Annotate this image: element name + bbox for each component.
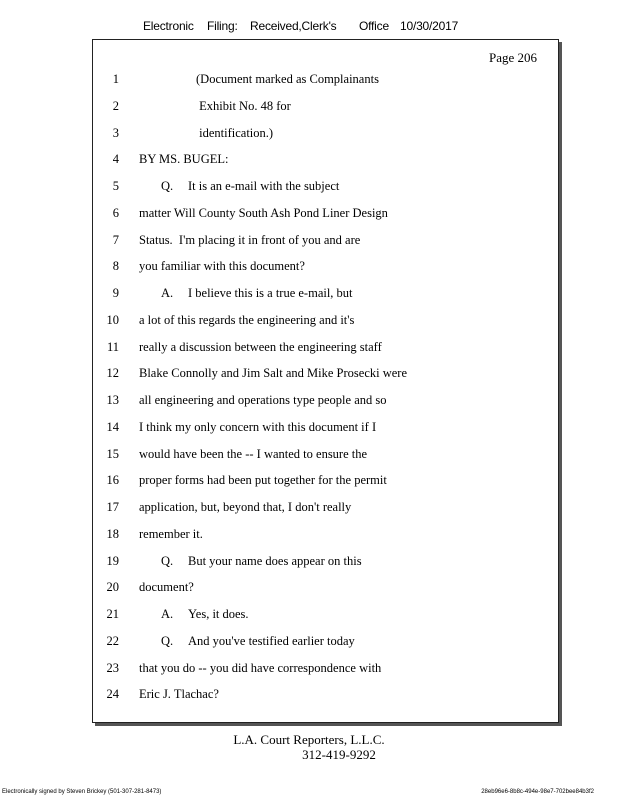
line-body: It is an e-mail with the subject — [188, 179, 340, 193]
line-number: 7 — [112, 232, 119, 247]
line-text — [139, 473, 387, 488]
line-number: 4 — [112, 152, 119, 167]
line-number: 8 — [112, 259, 119, 274]
line-body: And you've testified earlier today — [188, 633, 355, 648]
line-text — [139, 340, 382, 355]
transcript-line — [93, 126, 553, 144]
line-text — [161, 179, 339, 194]
line-number: 19 — [106, 553, 119, 568]
document-hash: 28eb96e6-8b8c-494e-98e7-702bee84b3f2 — [481, 789, 594, 795]
court-reporter-phone: 312-419-9292 — [302, 747, 376, 762]
line-number: 24 — [106, 687, 119, 702]
qa-label: Q. — [161, 553, 174, 568]
line-body: matter Will County South Ash Pond Liner Design — [139, 205, 388, 220]
transcript-line — [93, 340, 553, 358]
transcript-line — [93, 366, 553, 384]
line-number: 10 — [106, 312, 119, 327]
qa-label: Q. — [161, 179, 174, 193]
line-body: document? — [139, 580, 194, 595]
line-number: 9 — [112, 286, 119, 300]
transcript-line — [93, 152, 553, 170]
line-text — [139, 687, 219, 702]
line-text — [139, 152, 228, 167]
line-number: 22 — [106, 633, 119, 648]
header-received: Received,Clerk's — [250, 19, 337, 33]
line-number: 3 — [112, 125, 119, 140]
line-body: application, but, beyond that, I don't really — [139, 500, 352, 514]
line-number: 12 — [106, 366, 119, 381]
qa-label: Q. — [161, 633, 174, 648]
line-text — [139, 580, 194, 595]
transcript-line — [93, 206, 553, 224]
transcript-line — [93, 313, 553, 331]
court-reporter-name: L.A. Court Reporters, L.L.C. — [233, 732, 385, 747]
transcript-line — [93, 634, 553, 652]
page-number: Page 206 — [488, 50, 537, 65]
line-number: 21 — [106, 607, 119, 621]
transcript-line — [93, 420, 553, 438]
line-body: Yes, it does. — [188, 607, 249, 621]
line-number: 16 — [106, 473, 119, 488]
line-number: 13 — [106, 393, 119, 407]
transcript-line — [93, 661, 553, 679]
header-filing: Filing: — [207, 19, 238, 33]
line-body: really a discussion between the engineering staff — [139, 339, 382, 354]
line-body: remember it. — [139, 526, 203, 541]
transcript-line — [93, 687, 553, 705]
transcript-line — [93, 500, 553, 518]
line-body: identification.) — [196, 125, 274, 140]
transcript-line — [93, 286, 553, 304]
header-date: 10/30/2017 — [400, 19, 459, 33]
line-text — [196, 72, 379, 87]
transcript-line — [93, 259, 553, 277]
line-body: I believe this is a true e-mail, but — [188, 286, 353, 300]
line-text — [139, 661, 381, 676]
line-body: Status. I'm placing it in front of you and are — [139, 232, 361, 247]
line-text — [139, 420, 376, 435]
line-body: BY MS. BUGEL: — [139, 152, 229, 167]
transcript-line — [93, 527, 553, 545]
qa-label: A. — [161, 286, 174, 300]
qa-label: A. — [161, 607, 174, 621]
line-text — [196, 99, 291, 114]
line-text — [139, 206, 388, 221]
transcript-line — [93, 447, 553, 465]
line-number: 17 — [106, 500, 119, 514]
line-body: proper forms had been put together for the permit — [139, 473, 387, 488]
line-text — [161, 634, 355, 649]
line-number: 18 — [106, 526, 119, 541]
line-body: would have been the -- I wanted to ensure the — [139, 446, 368, 461]
line-body: But your name does appear on this — [188, 553, 362, 568]
transcript-page — [92, 39, 559, 723]
line-text — [161, 286, 353, 301]
line-body: (Document marked as Complainants — [196, 72, 379, 86]
line-text — [139, 233, 360, 248]
line-text — [139, 527, 203, 542]
line-body: all engineering and operations type people and so — [139, 393, 387, 407]
line-body: a lot of this regards the engineering and it's — [139, 312, 355, 327]
line-text — [139, 393, 387, 408]
line-text — [161, 554, 362, 569]
line-number: 20 — [106, 580, 119, 595]
line-text — [196, 126, 273, 141]
line-text — [139, 500, 351, 515]
line-number: 6 — [112, 205, 119, 220]
transcript-line — [93, 72, 553, 90]
line-body: Eric J. Tlachac? — [139, 687, 219, 702]
transcript-line — [93, 554, 553, 572]
line-number: 2 — [112, 98, 119, 113]
line-text — [139, 366, 407, 381]
line-number: 5 — [112, 179, 119, 193]
electronic-signature: Electronically signed by Steven Brickey (501-307-281-8473) — [2, 789, 162, 795]
transcript-line — [93, 179, 553, 197]
line-number: 1 — [112, 72, 119, 86]
transcript-line — [93, 473, 553, 491]
transcript-line — [93, 607, 553, 625]
line-text — [139, 447, 367, 462]
line-number: 23 — [106, 660, 119, 675]
line-body: Exhibit No. 48 for — [196, 98, 291, 113]
line-number: 15 — [106, 446, 119, 461]
line-number: 14 — [106, 419, 119, 434]
transcript-line — [93, 233, 553, 251]
line-text — [161, 607, 249, 622]
header-office: Office — [359, 19, 389, 33]
line-body: that you do -- you did have correspondence with — [139, 660, 382, 675]
line-body: Blake Connolly and Jim Salt and Mike Prosecki were — [139, 366, 408, 381]
line-text — [139, 313, 354, 328]
line-body: I think my only concern with this document if I — [139, 419, 377, 434]
line-number: 11 — [106, 339, 119, 354]
header-electronic: Electronic — [143, 19, 194, 33]
line-body: you familiar with this document? — [139, 259, 305, 274]
transcript-line — [93, 99, 553, 117]
transcript-line — [93, 393, 553, 411]
line-text — [139, 259, 305, 274]
transcript-line — [93, 580, 553, 598]
